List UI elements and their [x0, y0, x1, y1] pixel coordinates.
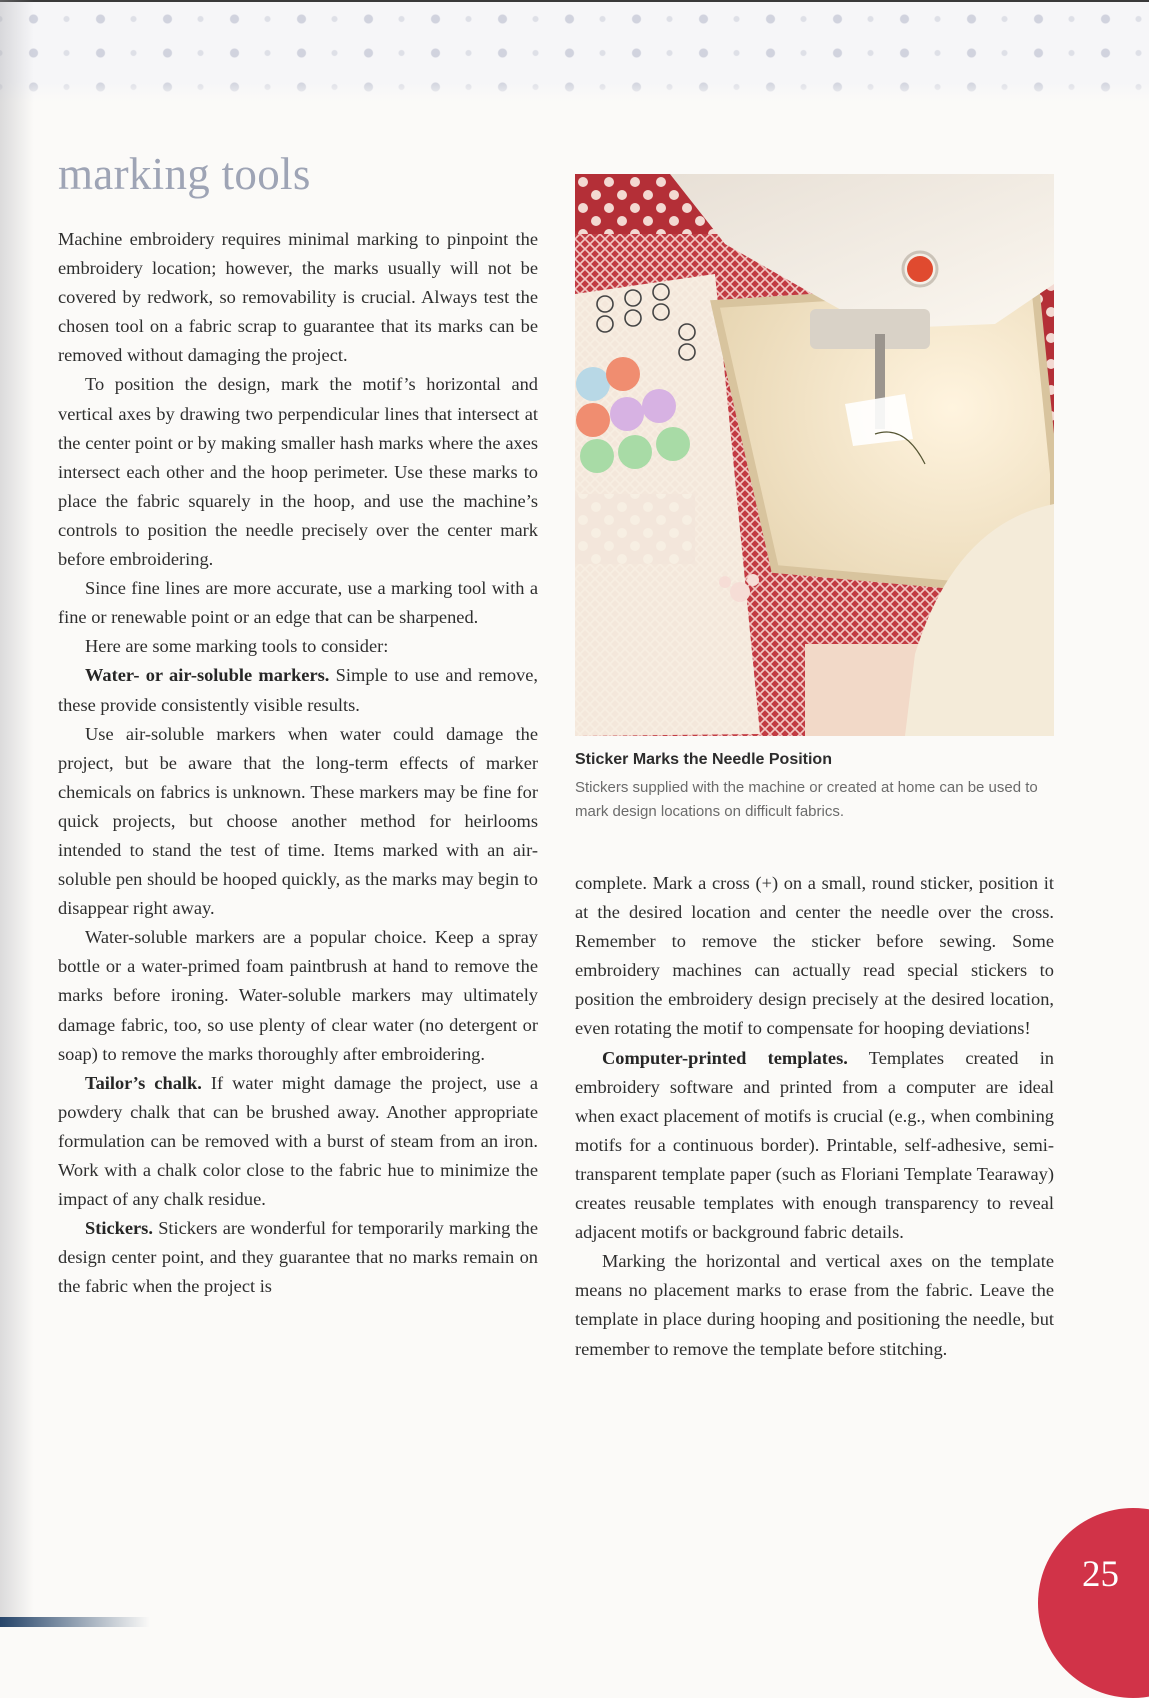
figure-caption-text: Stickers supplied with the machine or created at home can be used to mark design locations on difficult fabrics. [575, 779, 1038, 820]
page-title: marking tools [58, 149, 311, 199]
term-heading: Stickers. [85, 1218, 153, 1239]
paragraph: To position the design, mark the motif’s horizontal and vertical axes by drawing two perpendicular lines that intersect at the center point or by making smaller hash marks where the axes intersect each other and the hoop perimeter. Use these marks to place the fabric squarely in the hoop, and use the machine’s controls to position the needle precisely over the center mark before embroidering. [58, 374, 538, 570]
binding-gutter-shadow [0, 0, 34, 1627]
paragraph-text: Templates created in embroidery software and printed from a computer are ideal when exact placement of motifs is crucial (e.g., when combining motifs for a continuous border). Printable, self-adhesive, semi-transparent template paper (such as Floriani Template Tearaway) creates reusable templates with enough transparency to reveal adjacent motifs or background fabric details. [575, 1047, 1054, 1243]
paragraph: Since fine lines are more accurate, use a marking tool with a fine or renewable point or an edge that can be sharpened. [58, 578, 538, 628]
paragraph: complete. Mark a cross (+) on a small, round sticker, position it at the desired location and center the needle over the cross. Remember to remove the sticker before sewing. Some embroidery machines can actually read special stickers to position the embroidery design precisely at the desired location, even rotating the motif to compensate for hooping deviations! [575, 873, 1054, 1039]
paragraph: Marking the horizontal and vertical axes on the template means no placement marks to erase from the fabric. Leave the template in place during hooping and positioning the needle, but remember to remove the template before stitching. [575, 1251, 1054, 1359]
left-text-column [58, 225, 538, 1301]
paragraph-text: Simple to use and remove, these provide consistently visible results. [58, 665, 538, 715]
paragraph: Use air-soluble markers when water could damage the project, but be aware that the long-term effects of marker chemicals on fabrics is unknown. These markers may be fine for quick projects, but choose another method for heirlooms intended to stand the test of time. Items marked with an air-soluble pen should be hooped quickly, as the marks may begin to disappear right away. [58, 723, 538, 919]
paragraph: Here are some marking tools to consider: [85, 636, 389, 657]
paragraph: Water-soluble markers are a popular choice. Keep a spray bottle or a water-primed foam paintbrush at hand to remove the marks before ironing. Water-soluble markers may ultimately damage fabric, too, so use plenty of clear water (no detergent or soap) to remove the marks thoroughly after embroidering. [58, 927, 538, 1064]
page-top-edge [0, 0, 1149, 2]
paragraph [58, 1069, 538, 1214]
paragraph-text: If water might damage the project, use a powdery chalk that can be brushed away. Another appropriate formulation can be removed with a burst of steam from an iron. Work with a chalk color close to the fabric hue to minimize the impact of any chalk residue. [58, 1072, 538, 1210]
right-text-column [575, 869, 1054, 1364]
bottom-edge-strip [0, 1617, 150, 1627]
sewing-machine-photo [575, 174, 1054, 736]
figure-caption-title: Sticker Marks the Needle Position [575, 751, 832, 768]
term-heading: Tailor’s chalk. [85, 1072, 202, 1093]
paragraph [575, 1044, 1054, 1248]
page-number-badge [1038, 1508, 1149, 1698]
paragraph [58, 1214, 538, 1301]
term-heading: Computer-printed templates. [602, 1047, 848, 1068]
paragraph [58, 661, 538, 719]
paragraph-text: Stickers are wonderful for temporarily marking the design center point, and they guarantee that no marks remain on the fabric when the project is [58, 1218, 538, 1297]
paragraph: Machine embroidery requires minimal marking to pinpoint the embroidery location; however, the marks usually will not be covered by redwork, so removability is crucial. Always test the chosen tool on a fabric scrap to guarantee that its marks can be removed without damaging the project. [58, 229, 538, 366]
decorative-dot-band [0, 0, 1149, 102]
page-number: 25 [1082, 1554, 1119, 1595]
term-heading: Water- or air-soluble markers. [85, 665, 330, 686]
